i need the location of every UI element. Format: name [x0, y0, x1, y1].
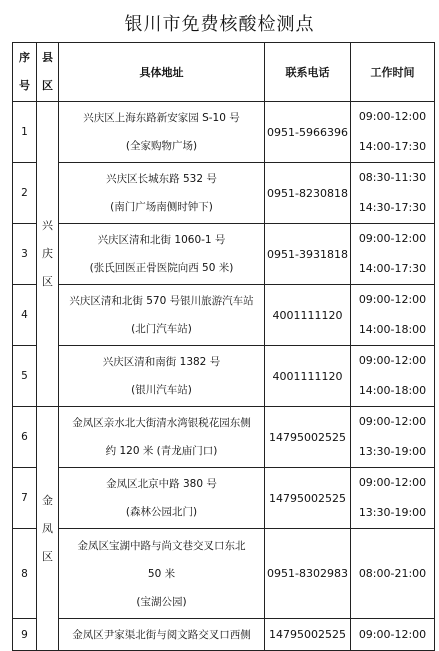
hours-morning: 08:30-11:30: [358, 171, 427, 184]
address-line: 金凤区北京中路 380 号: [106, 478, 217, 490]
table-row: [13, 346, 435, 407]
hours-cell: [351, 163, 435, 224]
address-cell: [59, 407, 265, 468]
page-title: 银川市免费核酸检测点: [124, 14, 315, 35]
table-row: [13, 407, 435, 468]
row-number: 4: [13, 285, 37, 346]
hours-afternoon: 14:00-17:30: [358, 140, 427, 153]
address-cell: [59, 619, 265, 651]
hours-afternoon: 14:30-17:30: [358, 201, 427, 214]
row-number: 1: [13, 102, 37, 163]
header-hours: 工作时间: [351, 43, 435, 102]
row-number: 3: [13, 224, 37, 285]
table-row: [13, 224, 435, 285]
header-phone: 联系电话: [265, 43, 351, 102]
phone-cell: 4001111120: [265, 346, 351, 407]
row-number: 7: [13, 468, 37, 529]
address-line: 兴庆区长城东路 532 号: [106, 173, 217, 185]
phone-cell: 0951-5966396: [265, 102, 351, 163]
address-note: (全家购物广场): [125, 140, 198, 152]
address-line: 金凤区宝湖中路与尚文巷交叉口东北: [77, 539, 246, 552]
address-note: (森林公园北门): [125, 506, 198, 518]
address-line: 兴庆区清和北街 570 号银川旅游汽车站: [69, 295, 254, 307]
address-note: (宝湖公园): [136, 595, 187, 608]
row-number: 2: [13, 163, 37, 224]
header-district: 县区: [37, 43, 59, 102]
address-cell: [59, 163, 265, 224]
hours-afternoon: 14:00-17:30: [358, 262, 427, 275]
hours-afternoon: 14:00-18:00: [358, 384, 427, 397]
address-line: 兴庆区上海东路新安家园 S-10 号: [83, 112, 240, 124]
row-number: 6: [13, 407, 37, 468]
hours-morning: 09:00-12:00: [358, 627, 427, 641]
table-row: [13, 468, 435, 529]
address-line: 兴庆区清和南街 1382 号: [102, 356, 221, 368]
table-row: [13, 529, 435, 619]
district-cell-xingqing: 兴庆区: [37, 102, 59, 407]
address-note: (张氏回医正骨医院向西 50 米): [89, 262, 234, 274]
hours-cell: [351, 285, 435, 346]
phone-cell: 14795002525: [265, 468, 351, 529]
district-cell-jinfeng: 金凤区: [37, 407, 59, 651]
address-note: (南门广场南侧时钟下): [110, 201, 213, 213]
hours-morning: 09:00-12:00: [358, 415, 427, 428]
address-line: 金凤区亲水北大街清水湾银税花园东侧: [72, 417, 251, 429]
phone-cell: 0951-8230818: [265, 163, 351, 224]
hours-cell: [351, 407, 435, 468]
header-address: 具体地址: [59, 43, 265, 102]
address-note: (北门汽车站): [131, 323, 192, 335]
address-cell: [59, 468, 265, 529]
hours-afternoon: 13:30-19:00: [358, 445, 427, 458]
address-cell: [59, 102, 265, 163]
address-note: (银川汽车站): [131, 384, 192, 396]
row-number: 9: [13, 619, 37, 651]
hours-morning: 09:00-12:00: [358, 354, 427, 367]
table-row: [13, 163, 435, 224]
phone-cell: 4001111120: [265, 285, 351, 346]
table-header-row: [13, 43, 435, 102]
hours-cell: [351, 224, 435, 285]
testing-sites-table: [12, 42, 435, 651]
table-row: [13, 102, 435, 163]
phone-cell: 0951-8302983: [265, 529, 351, 619]
table-row: [13, 619, 435, 651]
hours-cell: [351, 346, 435, 407]
hours-cell: [351, 529, 435, 619]
header-seq: 序号: [13, 43, 37, 102]
hours-cell: [351, 102, 435, 163]
table-row: [13, 285, 435, 346]
row-number: 8: [13, 529, 37, 619]
address-line: 金凤区尹家渠北街与阅文路交叉口西侧: [72, 628, 251, 641]
address-line-2: 50 米: [147, 567, 176, 580]
phone-cell: 14795002525: [265, 619, 351, 651]
address-line: 兴庆区清和北街 1060-1 号: [97, 234, 226, 246]
hours-morning: 09:00-12:00: [358, 110, 427, 123]
hours-afternoon: 14:00-18:00: [358, 323, 427, 336]
address-cell: [59, 346, 265, 407]
address-note: 约 120 米 (青龙庙门口): [105, 445, 218, 457]
hours-morning: 09:00-12:00: [358, 293, 427, 306]
hours-cell: [351, 468, 435, 529]
hours-afternoon: 13:30-19:00: [358, 506, 427, 519]
phone-cell: 0951-3931818: [265, 224, 351, 285]
row-number: 5: [13, 346, 37, 407]
hours-all-day: 08:00-21:00: [358, 566, 427, 580]
hours-cell: [351, 619, 435, 651]
address-cell: [59, 224, 265, 285]
phone-cell: 14795002525: [265, 407, 351, 468]
address-cell: [59, 285, 265, 346]
hours-morning: 09:00-12:00: [358, 476, 427, 489]
address-cell: [59, 529, 265, 619]
hours-morning: 09:00-12:00: [358, 232, 427, 245]
